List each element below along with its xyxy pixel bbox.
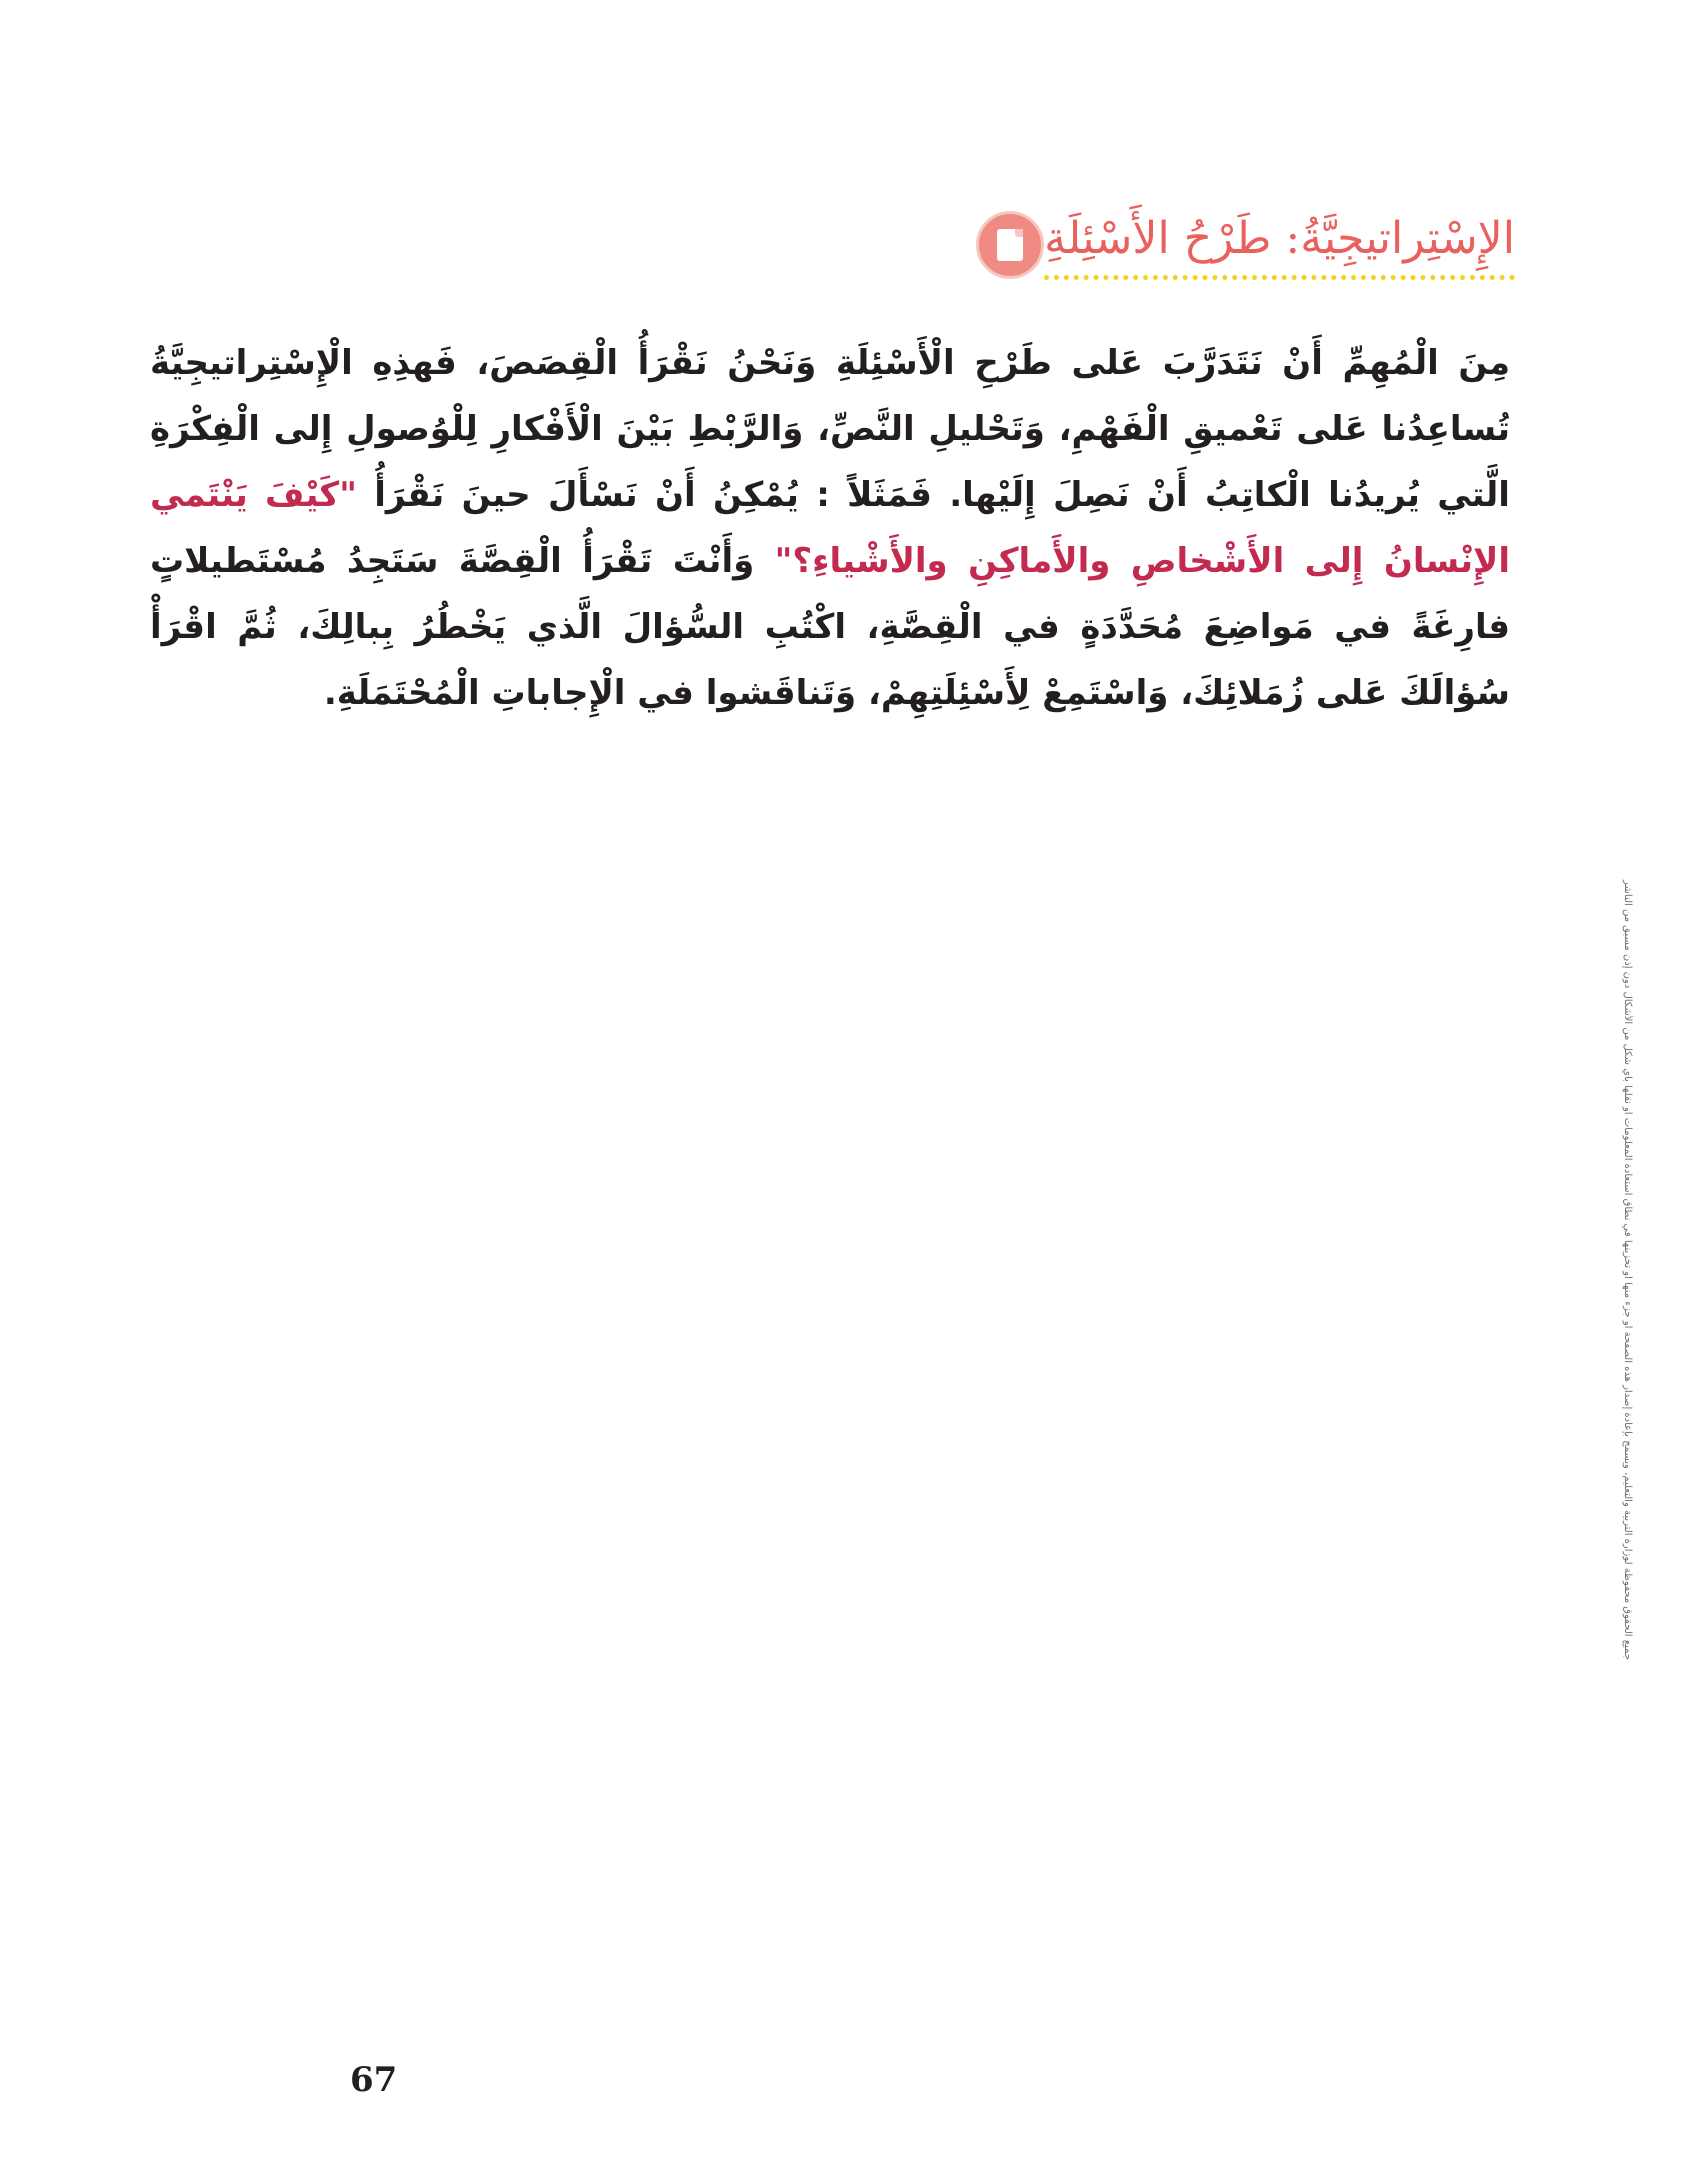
strategy-document-icon — [976, 211, 1044, 279]
section-title: الإِسْتِراتيجِيَّةُ: طَرْحُ الأَسْئِلَةِ — [1044, 210, 1515, 280]
instruction-text: وَأَنْتَ تَقْرَأُ الْقِصَّةَ سَتَجِدُ مُسْتَطيلاتٍ فارِغَةً في مَواضِعَ مُحَدَّدَةٍ في الْقِصَّةِ، اكْتُبِ السُّؤالَ الَّذي يَخْطُرُ بِبالِكَ، ثُمَّ اقْرَأْ سُؤالَكَ عَلى زُمَلائِكَ، وَاسْتَمِعْ لِأَسْئِلَتِهِمْ، وَتَناقَشوا في الْإِجاباتِ الْمُحْتَمَلَةِ. — [150, 541, 1510, 713]
copyright-note: جميع الحقوق محفوظة لوزارة التربية والتعليم، ويسمح بإعادة إصدار هذه الصفحة أو جزء منها أو تخزينها في نطاق استعادة المعلومات أو نقلها بأي شكل من الأشكال دون إذن مسبق من الناشر — [1622, 880, 1633, 1660]
page-number: 67 — [350, 2060, 398, 2100]
strategy-paragraph — [150, 330, 1510, 726]
section-heading — [962, 210, 1515, 280]
example-question: "كَيْفَ يَنْتَمي الإِنْسانُ إِلى الأَشْخاصِ والأَماكِنِ والأَشْياءِ؟" — [150, 475, 1510, 581]
intro-text: مِنَ الْمُهِمِّ أَنْ نَتَدَرَّبَ عَلى طَرْحِ الْأَسْئِلَةِ وَنَحْنُ نَقْرَأُ الْقِصَصَ، فَهذِهِ الْإِسْتِراتيجِيَّةُ تُساعِدُنا عَلى تَعْميقِ الْفَهْمِ، وَتَحْليلِ النَّصِّ، وَالرَّبْطِ بَيْنَ الْأَفْكارِ لِلْوُصولِ إِلى الْفِكْرَةِ الَّتي يُريدُنا الْكاتِبُ أَنْ نَصِلَ إِلَيْها. — [150, 343, 1510, 515]
example-prefix: فَمَثَلاً : يُمْكِنُ أَنْ نَسْأَلَ حينَ نَقْرَأُ — [374, 475, 932, 515]
